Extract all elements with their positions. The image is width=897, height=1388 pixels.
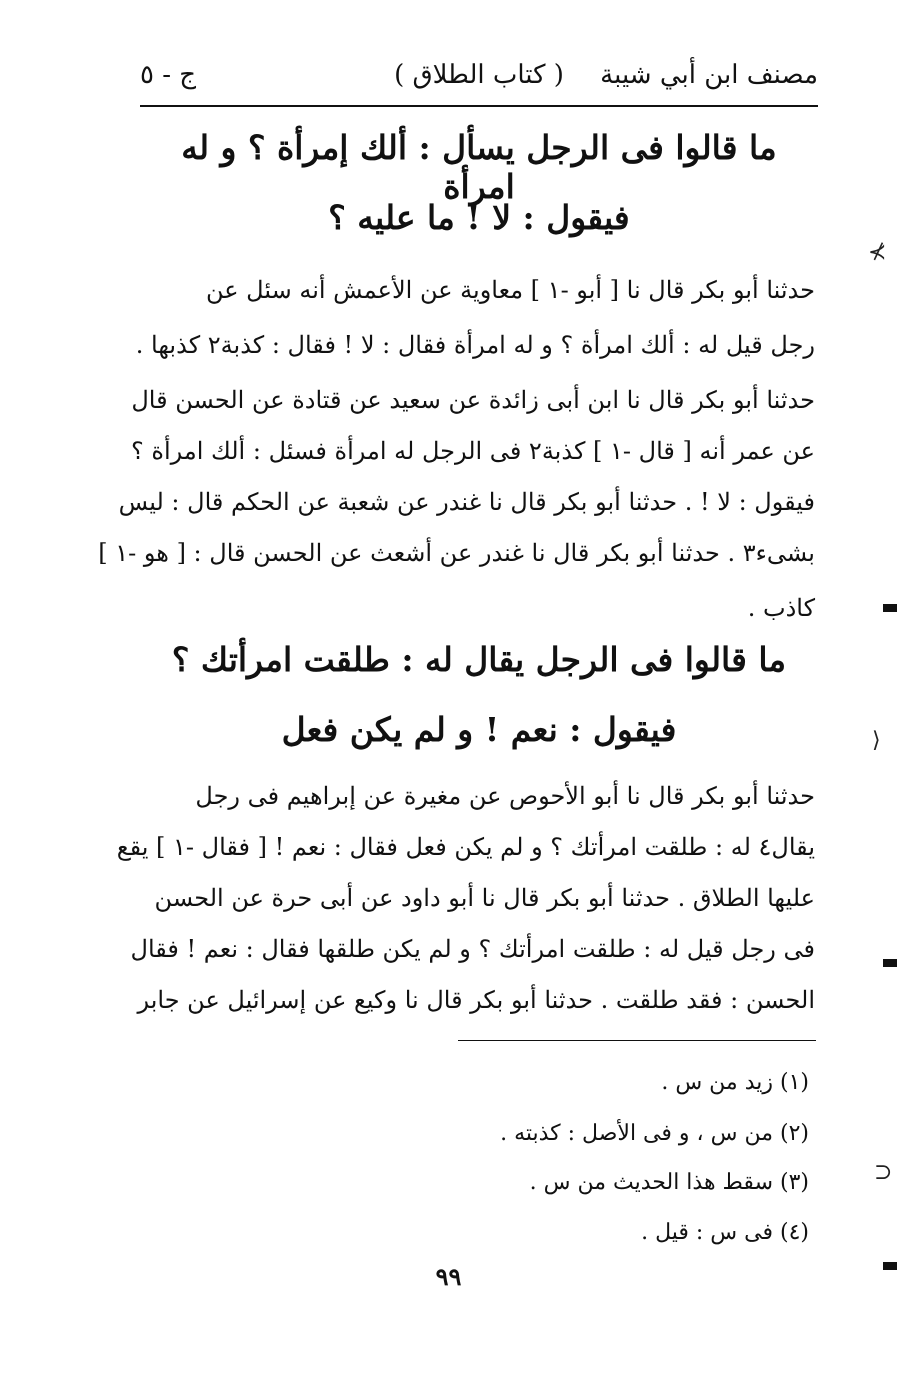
section-1-body-line: فيقول : لا ! . حدثنا أبو بكر قال نا غندر عن شعبة عن الحكم قال : ليس	[118, 488, 815, 516]
margin-mark-icon: ⟨	[872, 728, 881, 753]
section-1-body-line: بشىء٣ . حدثنا أبو بكر قال نا غندر عن أشعث عن الحسن قال : [ هو -١ ]	[98, 539, 815, 567]
running-head-title: مصنف ابن أبي شيبة	[600, 60, 818, 90]
footnote-4: (٤) فى س : قيل .	[641, 1220, 809, 1245]
section-2-body-line: يقال٤ له : طلقت امرأتك ؟ و لم يكن فعل فقال : نعم ! [ فقال -١ ] يقع	[116, 833, 815, 861]
section-2-body-line: حدثنا أبو بكر قال نا أبو الأحوص عن مغيرة عن إبراهيم فى رجل	[195, 782, 815, 810]
section-2-body-line: فى رجل قيل له : طلقت امرأتك ؟ و لم يكن طلقها فقال : نعم ! فقال	[130, 935, 815, 963]
section-1-body-line: عن عمر أنه [ قال -١ ] كذبة٢ فى الرجل له امرأة فسئل : ألك امرأة ؟	[131, 437, 815, 465]
section-1-heading-line-2: فيقول : لا ! ما عليه ؟	[328, 198, 630, 237]
section-1-body-line: كاذب .	[747, 594, 815, 622]
section-1-body-line: رجل قيل له : ألك امرأة ؟ و له امرأة فقال : لا ! فقال : كذبة٢ كذبها .	[135, 331, 815, 359]
footnote-2: (٢) من س ، و فى الأصل : كذبته .	[500, 1121, 809, 1146]
page-number: ٩٩	[435, 1262, 462, 1291]
header-rule	[140, 105, 818, 107]
section-1-heading-line-1: ما قالوا فى الرجل يسأل : ألك إمرأة ؟ و له امرأة	[181, 128, 777, 206]
section-2-body-line: عليها الطلاق . حدثنا أبو بكر قال نا أبو داود عن أبى حرة عن الحسن	[154, 884, 815, 912]
margin-bar-mark	[883, 1262, 897, 1270]
running-head	[140, 52, 818, 102]
margin-bar-mark	[883, 604, 897, 612]
margin-mark-icon: ⊂	[874, 1160, 893, 1185]
section-2-body-line: الحسن : فقد طلقت . حدثنا أبو بكر قال نا وكيع عن إسرائيل عن جابر	[137, 986, 815, 1014]
section-2-heading-line-2: فيقول : نعم ! و لم يكن فعل	[281, 710, 677, 749]
section-1-body-line: حدثنا أبو بكر قال نا [ أبو -١ ] معاوية عن الأعمش أنه سئل عن	[205, 276, 815, 304]
running-head-book: ( كتاب الطلاق )	[394, 60, 564, 90]
section-1-body-line: حدثنا أبو بكر قال نا ابن أبى زائدة عن سعيد عن قتادة عن الحسن قال	[131, 386, 815, 414]
running-head-volume: ج - ٥	[140, 60, 197, 90]
footnote-rule	[458, 1040, 816, 1041]
margin-mark-icon: ⊁	[868, 240, 887, 265]
margin-bar-mark	[883, 959, 897, 967]
footnote-1: (١) زيد من س .	[661, 1070, 809, 1095]
section-2-heading-line-1: ما قالوا فى الرجل يقال له : طلقت امرأتك ؟	[171, 640, 787, 679]
footnote-3: (٣) سقط هذا الحديث من س .	[529, 1170, 809, 1195]
